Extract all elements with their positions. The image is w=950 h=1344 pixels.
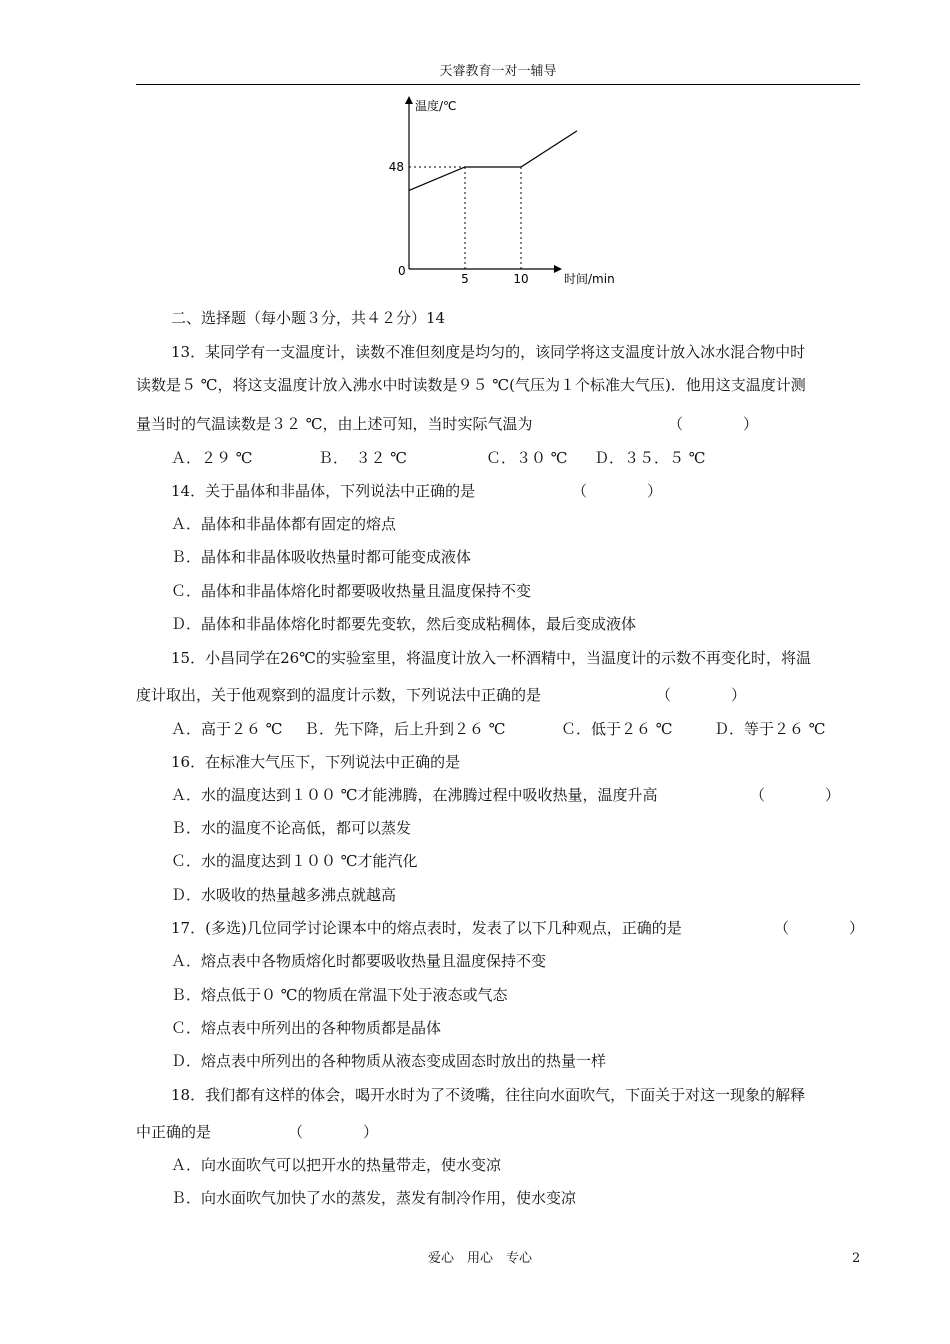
q17-answer-paren: （ ） xyxy=(774,919,865,937)
q15-line1 xyxy=(136,642,860,675)
q15-answer-paren: （ ） xyxy=(656,686,747,704)
q16-option-b-line xyxy=(136,812,860,845)
q17-option-d: Ｄ．熔点表中所列出的各种物质从液态变成固态时放出的热量一样 xyxy=(171,1052,607,1070)
tick-labels xyxy=(389,160,529,286)
q17-option-a-line xyxy=(136,945,860,978)
q16-option-d-line xyxy=(136,879,860,912)
x-axis-label: 时间/min xyxy=(564,272,615,286)
q15-option-b: Ｂ．先下降，后上升到２６ ℃ xyxy=(304,720,506,738)
q13-stem-3: 量当时的气温读数是３２ ℃，由上述可知，当时实际气温为 xyxy=(136,415,533,433)
q18-option-b: Ｂ．向水面吹气加快了水的蒸发，蒸发有制冷作用，使水变凉 xyxy=(171,1189,577,1207)
q15-option-c: Ｃ．低于２６ ℃ xyxy=(561,720,673,738)
y-tick-label: 48 xyxy=(388,160,404,174)
q18-answer-paren: （ ） xyxy=(288,1123,379,1141)
q13-stem-2: 读数是５ ℃，将这支温度计放入沸水中时读数是９５ ℃(气压为１个标准大气压)．他用这支温度计测 xyxy=(136,376,806,394)
section-title-line xyxy=(136,302,860,335)
q14-answer-paren: （ ） xyxy=(572,482,663,500)
q13-option-a: Ａ．２９ ℃ xyxy=(171,449,253,467)
q13-line3 xyxy=(136,408,860,441)
q13-option-c: Ｃ．３０ ℃ xyxy=(486,449,568,467)
q16-option-c-line xyxy=(136,845,860,878)
x-tick-label: 10 xyxy=(513,272,529,286)
q16-option-b: Ｂ．水的温度不论高低，都可以蒸发 xyxy=(171,819,412,837)
temperature-time-chart xyxy=(380,92,640,292)
page-footer xyxy=(0,1247,950,1271)
q15-option-d: Ｄ．等于２６ ℃ xyxy=(714,720,826,738)
q14-option-a: Ａ．晶体和非晶体都有固定的熔点 xyxy=(171,515,397,533)
q17-option-d-line xyxy=(136,1045,860,1078)
q18-option-a-line xyxy=(136,1149,860,1182)
reference-lines xyxy=(409,167,521,269)
footer-motto: 爱心 用心 专心 xyxy=(428,1251,533,1266)
y-axis-label: 温度/℃ xyxy=(415,99,457,113)
q16-answer-paren: （ ） xyxy=(750,786,841,804)
q14-option-c: Ｃ．晶体和非晶体熔化时都要吸收热量且温度保持不变 xyxy=(171,582,532,600)
q16-option-a: Ａ．水的温度达到１００ ℃才能沸腾，在沸腾过程中吸收热量，温度升高 xyxy=(171,786,658,804)
page-number: 2 xyxy=(852,1251,861,1266)
q14-option-c-line xyxy=(136,575,860,608)
q16-option-a-line xyxy=(136,779,860,812)
q18-line1 xyxy=(136,1079,860,1112)
q13-options xyxy=(136,442,860,475)
q13-option-b: Ｂ． ３２ ℃ xyxy=(318,449,408,467)
q15-line2 xyxy=(136,679,860,712)
q13-stem-1: 13．某同学有一支温度计，读数不准但刻度是均匀的，该同学将这支温度计放入冰水混合物中时 xyxy=(171,343,806,361)
q14-option-d-line xyxy=(136,608,860,641)
origin-label: 0 xyxy=(398,264,406,278)
q16-option-c: Ｃ．水的温度达到１００ ℃才能汽化 xyxy=(171,852,418,870)
q15-option-a: Ａ．高于２６ ℃ xyxy=(171,720,283,738)
x-tick-label: 5 xyxy=(461,272,469,286)
q18-stem-1: 18．我们都有这样的体会，喝开水时为了不烫嘴，往往向水面吹气，下面关于对这一现象的解释 xyxy=(171,1086,806,1104)
q15-stem-1: 15．小昌同学在26℃的实验室里，将温度计放入一杯酒精中，当温度计的示数不再变化时，将温 xyxy=(171,649,811,667)
q17-stem-line xyxy=(136,912,865,945)
chart-svg xyxy=(380,92,640,292)
q18-stem-2: 中正确的是 xyxy=(136,1123,212,1141)
q17-option-a: Ａ．熔点表中各物质熔化时都要吸收热量且温度保持不变 xyxy=(171,952,547,970)
q14-stem-line xyxy=(136,475,860,508)
q17-option-c: Ｃ．熔点表中所列出的各种物质都是晶体 xyxy=(171,1019,442,1037)
q17-option-b: Ｂ．熔点低于０ ℃的物质在常温下处于液态或气态 xyxy=(171,986,508,1004)
q13-answer-paren: （ ） xyxy=(668,415,759,433)
q18-option-a: Ａ．向水面吹气可以把开水的热量带走，使水变凉 xyxy=(171,1156,502,1174)
q16-stem-line xyxy=(136,746,860,779)
q14-option-b-line xyxy=(136,541,860,574)
q15-options xyxy=(136,713,860,746)
section-title: 二、选择题（每小题３分，共４２分）14 xyxy=(171,309,446,327)
q18-line2 xyxy=(136,1116,860,1149)
q14-option-a-line xyxy=(136,508,860,541)
q18-option-b-line xyxy=(136,1182,860,1215)
header-rule xyxy=(136,84,860,85)
q13-option-d: Ｄ．３５．５ ℃ xyxy=(594,449,706,467)
q13-line2 xyxy=(136,369,860,402)
q13-line1 xyxy=(136,336,860,369)
q16-option-d: Ｄ．水吸收的热量越多沸点就越高 xyxy=(171,886,397,904)
q14-option-d: Ｄ．晶体和非晶体熔化时都要先变软，然后变成粘稠体，最后变成液体 xyxy=(171,615,637,633)
q14-option-b: Ｂ．晶体和非晶体吸收热量时都可能变成液体 xyxy=(171,548,472,566)
q17-option-b-line xyxy=(136,979,860,1012)
series-line xyxy=(409,131,577,191)
q17-stem: 17．(多选)几位同学讨论课本中的熔点表时，发表了以下几种观点，正确的是 xyxy=(171,919,682,937)
q17-option-c-line xyxy=(136,1012,860,1045)
q16-stem: 16．在标准大气压下，下列说法中正确的是 xyxy=(171,753,461,771)
q14-stem: 14．关于晶体和非晶体，下列说法中正确的是 xyxy=(171,482,476,500)
page-header: 天睿教育一对一辅导 xyxy=(439,64,557,79)
q15-stem-2: 度计取出，关于他观察到的温度计示数，下列说法中正确的是 xyxy=(136,686,542,704)
